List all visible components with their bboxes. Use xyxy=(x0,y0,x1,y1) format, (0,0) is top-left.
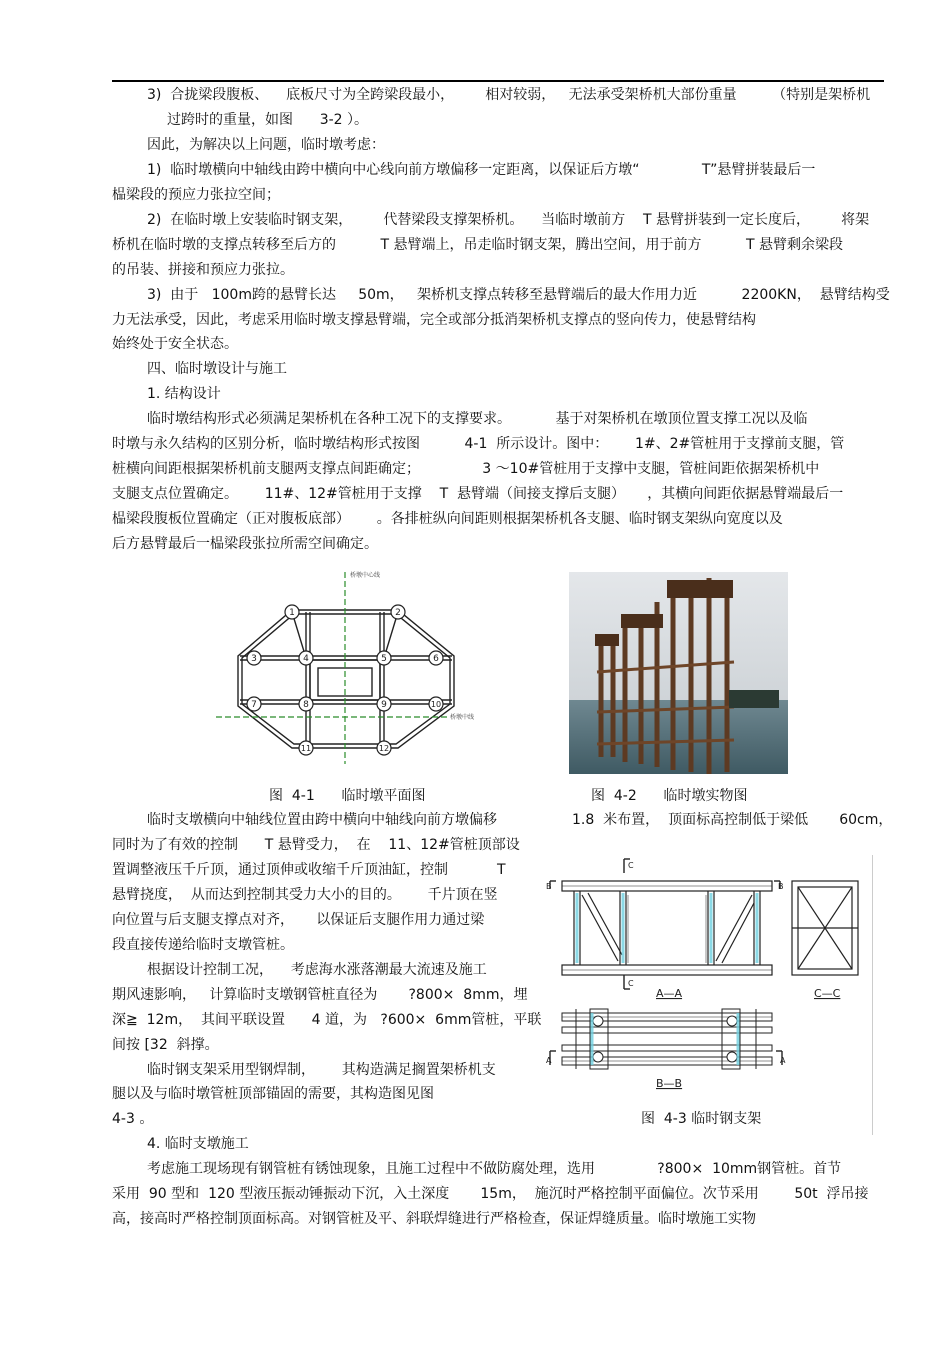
text-line: 向位置与后支腿支撑点对齐， 以保证后支腿作用力通过梁 xyxy=(112,912,485,928)
text-line: 始终处于安全状态。 xyxy=(112,336,238,352)
label-a-right: A xyxy=(780,1056,786,1065)
fig41-caption: 图 4-1 临时墩平面图 xyxy=(269,788,426,804)
header-rule xyxy=(112,80,884,82)
text-line: 根据设计控制工况， 考虑海水涨落潮最大流速及施工 xyxy=(147,962,487,978)
label-b-right: B xyxy=(778,882,784,891)
pile-label: 7 xyxy=(251,700,257,710)
text-line: 置调整液压千斤顶，通过顶伸或收缩千斤顶油缸，控制 T xyxy=(112,862,506,878)
pile-label: 10 xyxy=(430,700,442,709)
text-line: 的吊装、拼接和预应力张拉。 xyxy=(112,262,294,278)
pile-label: 3 xyxy=(251,654,257,664)
label-a-left: A xyxy=(546,1056,552,1065)
text-line: 过跨时的重量，如图 3-2 ）。 xyxy=(167,112,369,128)
pile-label: 9 xyxy=(381,700,387,710)
fig43-caption: 图 4-3 临时钢支架 xyxy=(641,1111,762,1127)
text-line: 因此，为解决以上问题，临时墩考虑： xyxy=(147,137,385,153)
fig42-photo xyxy=(569,572,788,774)
pile-label: 4 xyxy=(303,654,309,664)
label-section-bb: B—B xyxy=(656,1077,683,1090)
pile-label: 12 xyxy=(378,744,390,753)
pile-label: 8 xyxy=(303,700,309,710)
axis-label-vertical: 桥墩中心线 xyxy=(350,572,381,579)
text-line: 悬臂挠度， 从而达到控制其受力大小的目的。 千片顶在竖 xyxy=(112,887,498,903)
text-line: 采用 90 型和 120 型液压振动锤振动下沉，入土深度 15m， 施沉时严格控制平面偏位。次节采用 50t 浮吊接 xyxy=(112,1186,869,1202)
text-line: 临时钢支架采用型钢焊制， 其构造满足搁置架桥机支 xyxy=(147,1062,496,1078)
text-line-tail: 1.8 米布置， 顶面标高控制低于梁低 60cm， xyxy=(572,812,893,828)
text-line: 2) 在临时墩上安装临时钢支架， 代替梁段支撑架桥机。 当临时墩前方 T 悬臂拼装到一定长度后， 将架 xyxy=(147,212,870,228)
pile-label: 11 xyxy=(300,744,312,753)
text-line: 期风速影响， 计算临时支墩钢管桩直径为 ?800× 8mm，埋 xyxy=(112,987,528,1003)
fig43-steel-support-drawing xyxy=(540,855,872,1101)
fig41-plan-diagram xyxy=(212,568,482,768)
text-line: 1) 临时墩横向中轴线由跨中横向中心线向前方墩偏移一定距离，以保证后方墩“ T”悬臂拼装最后一 xyxy=(147,162,816,178)
subsection-heading: 1. 结构设计 xyxy=(147,386,221,402)
text-line: 桥机在临时墩的支撑点转移至后方的 T 悬臂端上，吊走临时钢支架，腾出空间，用于前方 T 悬臂剩余梁段 xyxy=(112,237,844,253)
text-line: 力无法承受，因此，考虑采用临时墩支撑悬臂端，完全或部分抵消架桥机支撑点的竖向传力，使悬臂结构 xyxy=(112,312,756,328)
fig42-caption: 图 4-2 临时墩实物图 xyxy=(591,788,748,804)
pile-label: 2 xyxy=(395,608,401,618)
text-line: 间按 [32 斜撑。 xyxy=(112,1037,219,1053)
text-line: 榀梁段的预应力张拉空间； xyxy=(112,187,280,203)
label-c-bottom: C xyxy=(628,979,634,988)
text-line: 同时为了有效的控制 T 悬臂受力， 在 11、12#管桩顶部设 xyxy=(112,837,520,853)
axis-label-horizontal: 桥墩中线 xyxy=(450,714,475,721)
text-line: 深≧ 12m， 其间平联设置 4 道，为 ?600× 6mm管桩，平联 xyxy=(112,1012,542,1028)
text-line: 腿以及与临时墩管桩顶部锚固的需要，其构造图见图 xyxy=(112,1086,434,1102)
text-line: 高，接高时严格控制顶面标高。对钢管桩及平、斜联焊缝进行严格检查，保证焊缝质量。临时墩施工实物 xyxy=(112,1211,756,1227)
text-line: 考虑施工现场现有钢管桩有锈蚀现象，且施工过程中不做防腐处理，选用 ?800× 10mm钢管桩。首节 xyxy=(147,1161,842,1177)
text-line: 段直接传递给临时支墩管桩。 xyxy=(112,937,294,953)
text-line: 临时支墩横向中轴线位置由跨中横向中轴线向前方墩偏移 xyxy=(147,812,497,828)
text-line: 榀梁段腹板位置确定（正对腹板底部） 。各排桩纵向间距则根据架桥机各支腿、临时钢支架纵向宽度以及 xyxy=(112,511,783,527)
figure-frame-edge xyxy=(872,855,873,1135)
subsection-heading: 4. 临时支墩施工 xyxy=(147,1136,249,1152)
label-c-top: C xyxy=(628,861,634,870)
text-line: 支腿支点位置确定。 11#、12#管桩用于支撑 T 悬臂端（间接支撑后支腿） ，其横向间距依据悬臂端最后一 xyxy=(112,486,844,502)
text-line: 桩横向间距根据架桥机前支腿两支撑点间距确定； 3 ～10#管桩用于支撑中支腿，管桩间距依据架桥机中 xyxy=(112,461,820,477)
text-line: 4-3 。 xyxy=(112,1111,154,1127)
label-b-left: B xyxy=(546,882,552,891)
text-line: 临时墩结构形式必须满足架桥机在各种工况下的支撑要求。 基于对架桥机在墩顶位置支撑工况以及临 xyxy=(147,411,808,427)
pile-label: 6 xyxy=(433,654,439,664)
text-line: 3) 由于 100m跨的悬臂长达 50m， 架桥机支撑点转移至悬臂端后的最大作用力近 2200KN， 悬臂结构受 xyxy=(147,287,890,303)
label-section-cc: C—C xyxy=(814,987,841,1000)
pile-label: 5 xyxy=(381,654,387,664)
text-line: 3) 合拢梁段腹板、 底板尺寸为全跨梁段最小， 相对较弱， 无法承受架桥机大部份重量 （特别是架桥机 xyxy=(147,87,871,103)
pile-label: 1 xyxy=(289,608,295,618)
text-line: 时墩与永久结构的区别分析，临时墩结构形式按图 4-1 所示设计。图中： 1#、2#管桩用于支撑前支腿，管 xyxy=(112,436,845,452)
label-section-aa: A—A xyxy=(656,987,683,1000)
text-line: 后方悬臂最后一榀梁段张拉所需空间确定。 xyxy=(112,536,378,552)
section-heading: 四、临时墩设计与施工 xyxy=(147,361,287,377)
